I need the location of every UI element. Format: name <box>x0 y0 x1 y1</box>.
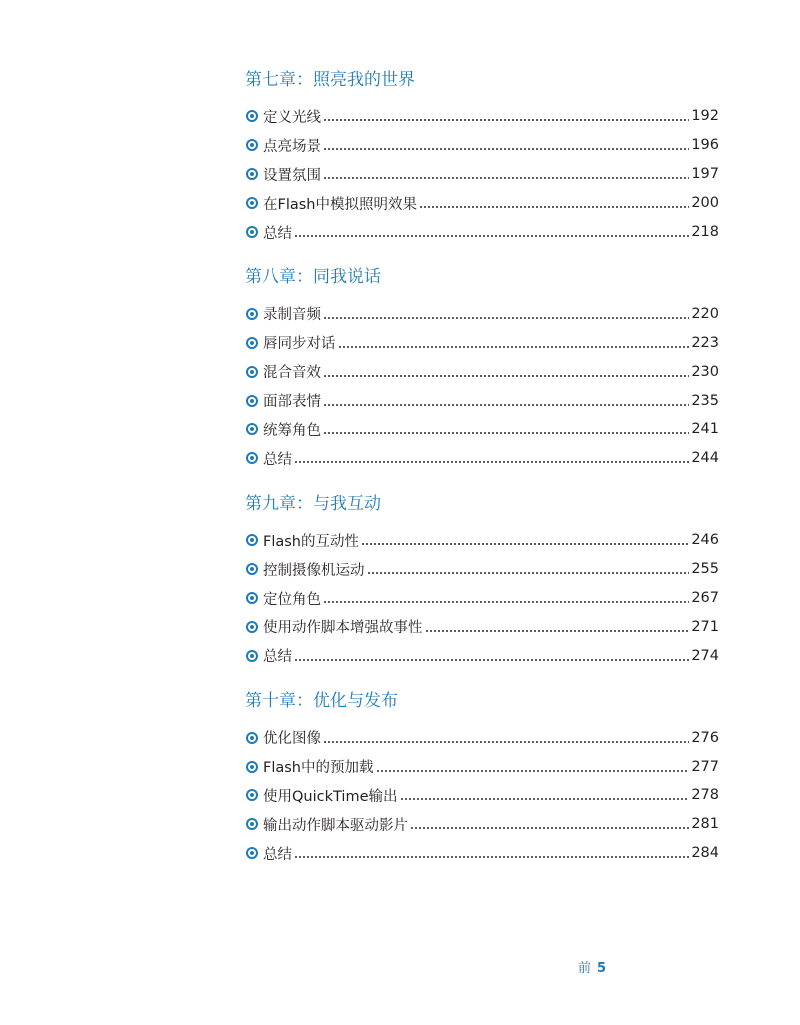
target-bullet-icon <box>246 650 258 662</box>
toc-page-number: 277 <box>691 758 719 775</box>
target-bullet-icon <box>246 337 258 349</box>
toc-entry[interactable] <box>245 781 719 810</box>
target-bullet-icon <box>246 168 258 180</box>
toc-entry[interactable] <box>245 584 719 613</box>
toc-page-number: 278 <box>691 787 719 804</box>
toc-entry-label: Flash中的预加载 <box>263 760 374 777</box>
dot-leader <box>323 403 689 407</box>
dot-leader <box>294 658 689 662</box>
target-bullet-icon <box>246 732 258 744</box>
target-bullet-icon <box>246 423 258 435</box>
dot-leader <box>400 797 690 801</box>
footer-label: 前 <box>578 961 592 976</box>
toc-entry[interactable] <box>245 641 719 670</box>
toc-entry-label: 总结 <box>263 451 292 468</box>
toc-entry-label: 唇同步对话 <box>263 336 336 353</box>
chapter-8 <box>245 259 719 472</box>
toc-entry-label: 总结 <box>263 846 292 863</box>
target-bullet-icon <box>246 592 258 604</box>
target-bullet-icon <box>246 534 258 546</box>
toc-entry[interactable] <box>245 612 719 641</box>
toc-entry-label: 总结 <box>263 649 292 666</box>
toc-entry[interactable] <box>245 299 719 328</box>
toc-entry-label: 优化图像 <box>263 731 321 748</box>
toc-entry-label: 混合音效 <box>263 365 321 382</box>
toc-entry-label: 使用QuickTime输出 <box>263 788 398 805</box>
target-bullet-icon <box>246 197 258 209</box>
toc-page-number: 230 <box>691 363 719 380</box>
dot-leader <box>294 460 689 464</box>
toc-page-number: 218 <box>691 224 719 240</box>
toc-page-number: 271 <box>691 618 719 635</box>
target-bullet-icon <box>246 226 258 238</box>
toc-entry[interactable] <box>245 160 719 189</box>
toc-page-number: 235 <box>691 392 719 409</box>
dot-leader <box>338 345 690 349</box>
toc-entry[interactable] <box>245 189 719 218</box>
toc-entry[interactable] <box>245 102 719 131</box>
dot-leader <box>410 826 689 830</box>
toc-page-number: 241 <box>691 421 719 438</box>
target-bullet-icon <box>246 563 258 575</box>
toc-page-number: 220 <box>691 305 719 322</box>
chapter-title: 第七章：照亮我的世界 <box>245 70 415 90</box>
toc-entry-label: 控制摄像机运动 <box>263 562 365 579</box>
target-bullet-icon <box>246 621 258 633</box>
toc-entry[interactable] <box>245 131 719 160</box>
toc-page-number: 276 <box>691 729 719 746</box>
toc-entry[interactable] <box>245 218 719 247</box>
dot-leader <box>361 542 689 546</box>
dot-leader <box>425 629 690 633</box>
target-bullet-icon <box>246 139 258 151</box>
toc-page-number: 244 <box>691 450 719 467</box>
toc-entry-label: Flash的互动性 <box>263 533 359 550</box>
target-bullet-icon <box>246 366 258 378</box>
target-bullet-icon <box>246 452 258 464</box>
toc-entry-label: 使用动作脚本增强故事性 <box>263 620 423 637</box>
dot-leader <box>323 740 689 744</box>
dot-leader <box>323 374 689 378</box>
toc-page-number: 281 <box>691 816 719 833</box>
target-bullet-icon <box>246 308 258 320</box>
page-footer <box>578 957 606 976</box>
toc-entry[interactable] <box>245 386 719 415</box>
dot-leader <box>294 234 689 238</box>
toc-entry[interactable] <box>245 839 719 868</box>
target-bullet-icon <box>246 110 258 122</box>
chapter-9 <box>245 486 719 670</box>
dot-leader <box>419 205 689 209</box>
toc-entry-label: 定位角色 <box>263 591 321 608</box>
toc-entry[interactable] <box>245 415 719 444</box>
dot-leader <box>323 316 689 320</box>
target-bullet-icon <box>246 761 258 773</box>
toc-entry[interactable] <box>245 723 719 752</box>
chapter-title: 第八章：同我说话 <box>245 267 381 288</box>
table-of-contents <box>245 62 719 881</box>
toc-entry-label: 面部表情 <box>263 394 321 411</box>
toc-page-number: 192 <box>691 108 719 125</box>
toc-page-number: 255 <box>691 561 719 578</box>
toc-entry-label: 定义光线 <box>263 109 321 126</box>
chapter-title: 第十章：优化与发布 <box>245 691 398 712</box>
dot-leader <box>323 176 689 180</box>
toc-page-number: 284 <box>691 845 719 862</box>
toc-page-number: 274 <box>691 647 719 664</box>
toc-entry-label: 在Flash中模拟照明效果 <box>263 196 417 213</box>
toc-entry-label: 设置氛围 <box>263 167 321 184</box>
toc-page-number: 196 <box>691 137 719 154</box>
toc-entry[interactable] <box>245 444 719 473</box>
target-bullet-icon <box>246 847 258 859</box>
chapter-10 <box>245 683 719 867</box>
dot-leader <box>323 147 689 151</box>
toc-page-number: 200 <box>691 195 719 212</box>
toc-entry[interactable] <box>245 752 719 781</box>
dot-leader <box>294 855 689 859</box>
dot-leader <box>323 431 689 435</box>
footer-page-number: 5 <box>597 961 607 976</box>
toc-entry[interactable] <box>245 555 719 584</box>
target-bullet-icon <box>246 395 258 407</box>
toc-page-number: 267 <box>691 590 719 607</box>
target-bullet-icon <box>246 818 258 830</box>
dot-leader <box>323 118 689 122</box>
toc-page-number: 246 <box>691 532 719 549</box>
toc-entry-label: 输出动作脚本驱动影片 <box>263 817 408 834</box>
chapter-7 <box>245 62 719 246</box>
toc-entry[interactable] <box>245 810 719 839</box>
toc-entry-label: 统筹角色 <box>263 422 321 439</box>
toc-entry-label: 总结 <box>263 225 292 242</box>
dot-leader <box>367 571 690 575</box>
toc-page-number: 197 <box>691 166 719 183</box>
toc-entry-label: 录制音频 <box>263 307 321 324</box>
dot-leader <box>376 769 690 773</box>
toc-entry-label: 点亮场景 <box>263 138 321 155</box>
toc-page-number: 223 <box>691 334 719 351</box>
chapter-title: 第九章：与我互动 <box>245 493 381 514</box>
toc-entry[interactable] <box>245 526 719 555</box>
target-bullet-icon <box>246 789 258 801</box>
toc-entry[interactable] <box>245 357 719 386</box>
dot-leader <box>323 600 689 604</box>
toc-entry[interactable] <box>245 328 719 357</box>
